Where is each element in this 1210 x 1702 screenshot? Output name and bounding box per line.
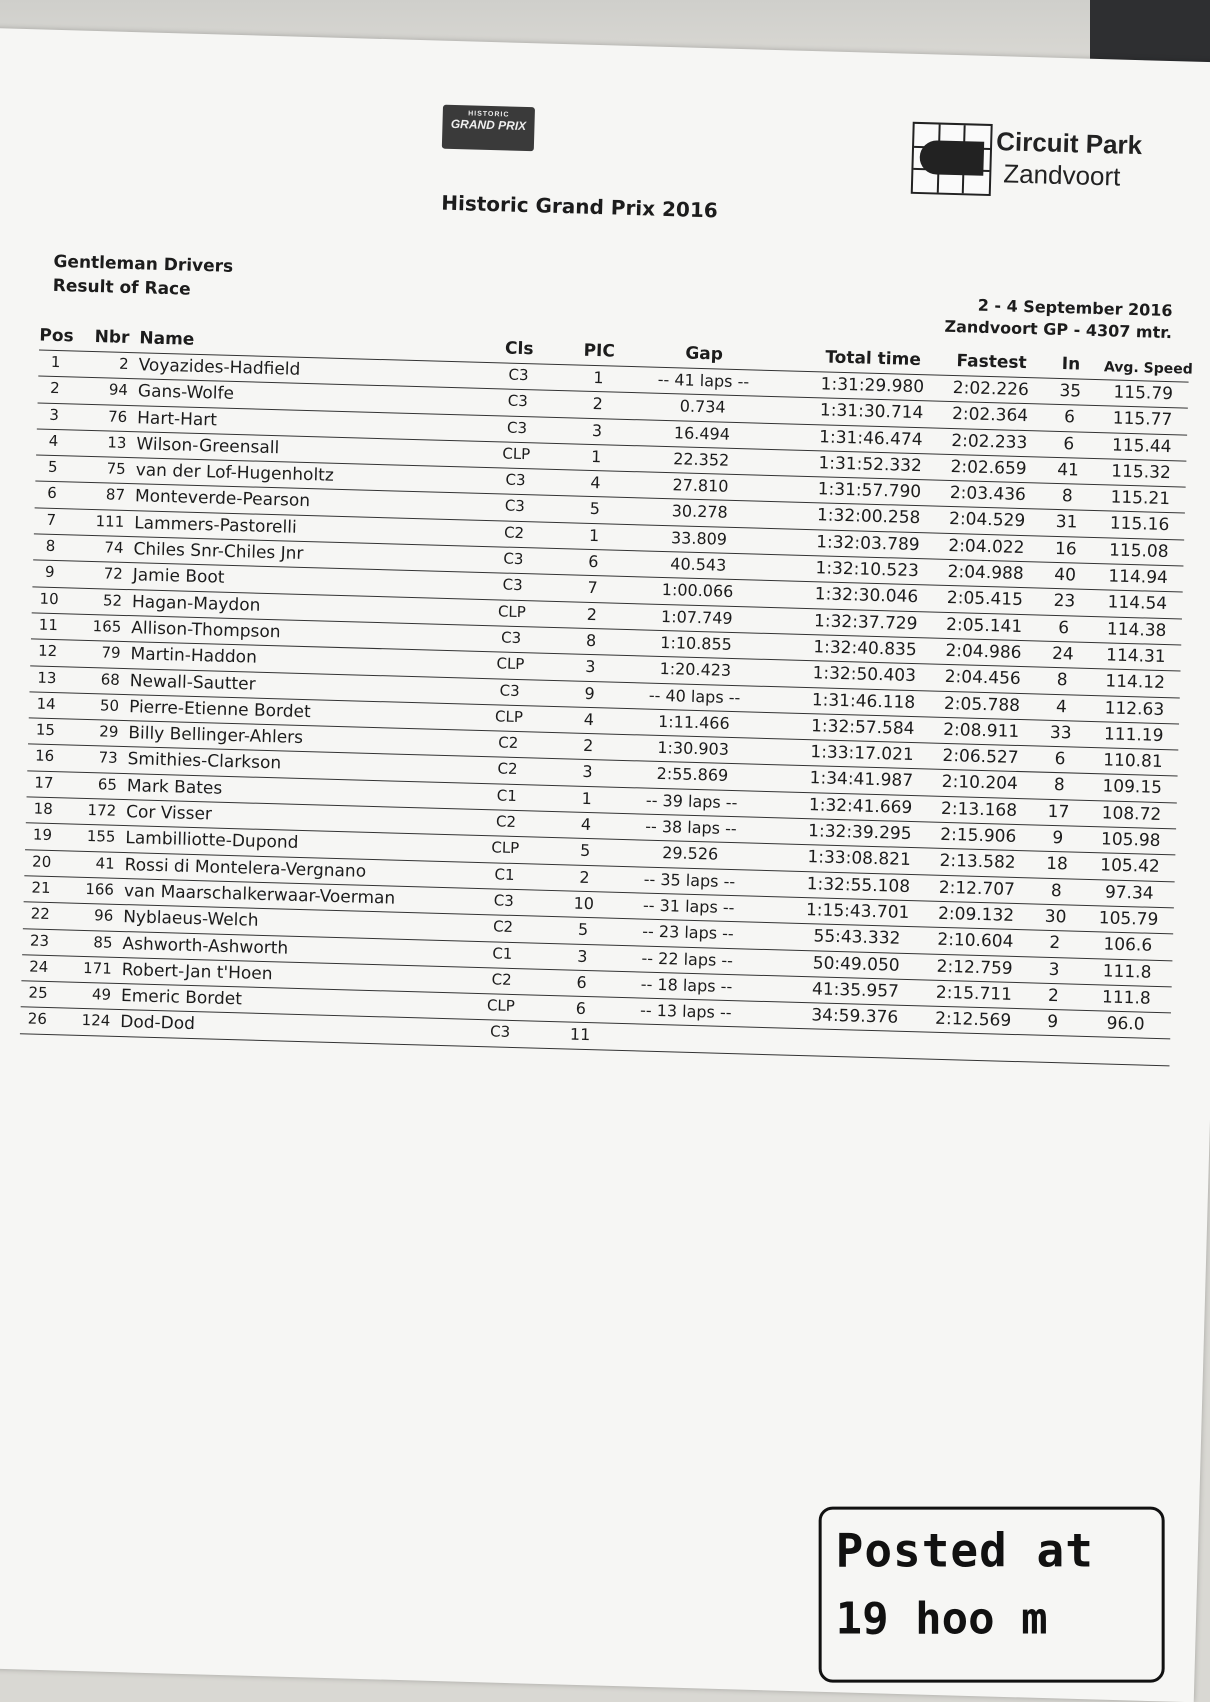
cell-speed: 105.42 bbox=[1100, 855, 1161, 878]
cell-speed bbox=[1085, 1039, 1165, 1041]
cell-speed: 115.08 bbox=[1108, 540, 1169, 562]
cell-cls: C2 bbox=[503, 523, 525, 542]
cell-total: 1:31:52.332 bbox=[818, 453, 923, 477]
cell-fastest: 2:04.986 bbox=[945, 640, 1022, 664]
cell-nbr: 72 bbox=[103, 564, 124, 584]
header-avg-speed: Avg. Speed bbox=[1103, 359, 1193, 378]
cell-pos: 18 bbox=[33, 799, 54, 819]
cell-total: 1:34:41.987 bbox=[809, 768, 914, 792]
cell-name: Ashworth-Ashworth bbox=[122, 933, 289, 959]
cell-name: Hart-Hart bbox=[136, 407, 218, 431]
cell-in: 23 bbox=[1053, 591, 1076, 612]
cell-total: 1:31:46.474 bbox=[818, 426, 923, 450]
cell-name: Wilson-Greensall bbox=[136, 434, 280, 459]
cell-pic: 2 bbox=[592, 394, 604, 414]
cell-cls: C2 bbox=[491, 970, 512, 989]
historic-grand-prix-logo bbox=[442, 105, 535, 152]
cell-gap: 1:07.749 bbox=[660, 606, 733, 628]
cell-pos: 17 bbox=[34, 773, 54, 792]
logo-zandvoort: Zandvoort bbox=[1002, 158, 1121, 192]
cell-in: 9 bbox=[1052, 828, 1064, 849]
cell-name: Gans-Wolfe bbox=[137, 381, 235, 405]
cell-cls: C2 bbox=[495, 812, 517, 832]
cell-cls: CLP bbox=[497, 602, 527, 621]
cell-speed: 115.44 bbox=[1111, 435, 1172, 457]
cell-cls: CLP bbox=[491, 838, 520, 858]
cell-total: 1:31:29.980 bbox=[820, 374, 925, 398]
cell-pos: 7 bbox=[46, 510, 57, 529]
cell-in: 6 bbox=[1063, 433, 1075, 455]
cell-pic: 5 bbox=[579, 841, 591, 861]
cell-total: 1:31:30.714 bbox=[819, 400, 924, 424]
cell-fastest: 2:04.456 bbox=[944, 667, 1022, 690]
cell-name: van Maarschalkerwaar-Voerman bbox=[123, 881, 396, 909]
cell-nbr: 166 bbox=[85, 879, 115, 899]
cell-pic: 6 bbox=[576, 972, 587, 992]
cell-speed: 105.79 bbox=[1098, 908, 1159, 930]
header-total-time: Total time bbox=[825, 347, 922, 371]
cell-fastest: 2:02.226 bbox=[952, 378, 1030, 401]
cell-name: Billy Bellinger-Ahlers bbox=[128, 723, 304, 749]
cell-name: Hagan-Maydon bbox=[131, 591, 261, 616]
cell-pos: 22 bbox=[30, 904, 51, 924]
cell-speed: 97.34 bbox=[1104, 882, 1154, 904]
cell-total: 1:32:57.584 bbox=[810, 716, 915, 739]
cell-nbr: 165 bbox=[92, 617, 122, 636]
cell-fastest: 2:06.527 bbox=[942, 746, 1019, 769]
cell-fastest: 2:08.911 bbox=[942, 719, 1020, 742]
cell-pic: 3 bbox=[591, 420, 603, 440]
cell-name: Lambilliotte-Dupond bbox=[125, 828, 299, 854]
cell-total: 41:35.957 bbox=[811, 979, 900, 1002]
cell-pic: 9 bbox=[584, 683, 596, 703]
cell-fastest: 2:02.659 bbox=[950, 456, 1027, 480]
results-sheet bbox=[0, 28, 1210, 1702]
cell-in: 24 bbox=[1051, 643, 1075, 665]
cell-name: Martin-Haddon bbox=[130, 644, 258, 668]
cell-pic: 1 bbox=[590, 446, 602, 467]
cell-speed: 111.8 bbox=[1102, 960, 1152, 983]
results-table bbox=[20, 322, 1193, 1067]
cell-fastest: 2:09.132 bbox=[937, 903, 1015, 926]
cell-pic: 7 bbox=[587, 578, 598, 598]
cell-speed: 112.63 bbox=[1104, 697, 1165, 720]
header-in: In bbox=[1061, 354, 1081, 375]
cell-total: 1:32:55.108 bbox=[806, 873, 911, 897]
cell-speed: 115.21 bbox=[1110, 487, 1171, 510]
cell-cls: CLP bbox=[486, 996, 516, 1016]
cell-in: 8 bbox=[1056, 670, 1068, 691]
cell-nbr: 2 bbox=[118, 354, 129, 373]
cell-nbr: 76 bbox=[107, 407, 128, 426]
cell-gap: -- 13 laps -- bbox=[639, 1000, 732, 1023]
cell-total bbox=[790, 1031, 918, 1035]
cell-in: 17 bbox=[1047, 801, 1070, 823]
posted-at-stamp bbox=[819, 1507, 1165, 1683]
cell-fastest: 2:12.759 bbox=[936, 956, 1013, 979]
cell-in: 9 bbox=[1046, 1012, 1059, 1033]
cell-nbr: 155 bbox=[86, 827, 116, 847]
cell-name: van der Lof-Hugenholtz bbox=[135, 460, 335, 486]
cell-pic: 11 bbox=[569, 1025, 591, 1045]
session-title: Result of Race bbox=[52, 275, 191, 300]
cell-cls: C3 bbox=[499, 681, 520, 700]
cell-pic: 3 bbox=[582, 762, 593, 782]
cell-cls: C3 bbox=[502, 575, 523, 595]
cell-pos: 26 bbox=[27, 1009, 48, 1029]
cell-in: 8 bbox=[1061, 486, 1074, 507]
header-fastest: Fastest bbox=[956, 351, 1027, 374]
cell-speed: 115.16 bbox=[1109, 513, 1170, 536]
cell-speed: 111.19 bbox=[1103, 724, 1164, 746]
cell-gap: -- 41 laps -- bbox=[657, 369, 750, 392]
cell-nbr: 74 bbox=[104, 538, 124, 558]
cell-pic: 3 bbox=[576, 946, 588, 966]
cell-gap: -- 40 laps -- bbox=[648, 685, 741, 707]
cell-in: 41 bbox=[1056, 459, 1080, 481]
cell-cls: C3 bbox=[493, 891, 515, 910]
cell-fastest: 2:15.711 bbox=[935, 982, 1013, 1005]
cell-gap: -- 18 laps -- bbox=[640, 974, 733, 996]
cell-pos: 8 bbox=[45, 536, 56, 556]
cell-name: Voyazides-Hadfield bbox=[138, 355, 301, 380]
cell-nbr: 50 bbox=[99, 696, 120, 715]
logo-top-text: HISTORIC bbox=[468, 110, 510, 119]
cell-total: 1:32:39.295 bbox=[807, 821, 912, 845]
cell-pos: 16 bbox=[34, 747, 55, 766]
cell-in: 40 bbox=[1054, 565, 1077, 586]
stamp-label: Posted at bbox=[835, 1523, 1094, 1578]
cell-pic: 8 bbox=[585, 630, 597, 651]
cell-gap bbox=[610, 1026, 760, 1030]
cell-pos: 11 bbox=[38, 615, 59, 635]
cell-pic: 5 bbox=[589, 499, 601, 519]
cell-total: 1:15:43.701 bbox=[805, 900, 910, 923]
cell-fastest: 2:05.141 bbox=[945, 614, 1023, 637]
cell-pic: 2 bbox=[579, 867, 590, 887]
cell-pos: 6 bbox=[46, 484, 58, 503]
header-gap: Gap bbox=[685, 343, 724, 365]
table-body bbox=[20, 349, 1193, 1066]
cell-gap: 1:00.066 bbox=[661, 580, 734, 602]
cell-fastest: 2:05.415 bbox=[946, 588, 1024, 611]
cell-fastest: 2:04.022 bbox=[948, 535, 1025, 558]
cell-gap: 16.494 bbox=[673, 422, 731, 444]
cell-pos: 15 bbox=[35, 720, 56, 740]
cell-nbr: 65 bbox=[97, 775, 118, 794]
cell-pos: 10 bbox=[39, 589, 59, 608]
cell-cls: C3 bbox=[500, 628, 522, 648]
cell-speed: 110.81 bbox=[1102, 750, 1163, 773]
cell-total: 1:32:10.523 bbox=[815, 558, 920, 582]
category-title: Gentleman Drivers bbox=[53, 251, 234, 277]
cell-cls: C3 bbox=[507, 391, 529, 411]
cell-name: Chiles Snr-Chiles Jnr bbox=[133, 539, 304, 565]
cell-speed: 114.38 bbox=[1106, 619, 1167, 641]
cell-name: Mark Bates bbox=[126, 775, 223, 799]
cell-pic: 4 bbox=[583, 709, 595, 729]
cell-pos: 21 bbox=[31, 878, 51, 897]
cell-gap: 33.809 bbox=[670, 527, 728, 549]
cell-pic: 6 bbox=[587, 551, 599, 572]
cell-nbr: 29 bbox=[99, 722, 119, 742]
cell-speed: 114.54 bbox=[1107, 592, 1168, 615]
cell-gap: -- 23 laps -- bbox=[642, 921, 734, 944]
event-date: 2 - 4 September 2016 bbox=[977, 295, 1173, 321]
cell-speed: 114.12 bbox=[1105, 671, 1166, 694]
cell-speed: 106.6 bbox=[1103, 934, 1153, 957]
cell-pic: 6 bbox=[575, 998, 587, 1019]
cell-pos: 2 bbox=[49, 379, 60, 398]
cell-fastest: 2:04.529 bbox=[948, 509, 1026, 532]
cell-gap: 1:20.423 bbox=[659, 659, 732, 681]
cell-nbr: 85 bbox=[93, 932, 113, 952]
cell-fastest: 2:15.906 bbox=[940, 824, 1017, 848]
cell-speed: 115.79 bbox=[1113, 382, 1174, 405]
cell-gap: 1:11.466 bbox=[657, 711, 730, 733]
cell-cls: C2 bbox=[497, 759, 518, 779]
cell-cls: CLP bbox=[496, 654, 525, 674]
cell-in: 6 bbox=[1063, 407, 1076, 428]
cell-nbr: 172 bbox=[87, 801, 117, 820]
cell-gap: 27.810 bbox=[672, 475, 729, 496]
cell-pic: 1 bbox=[588, 525, 600, 545]
cell-fastest: 2:12.707 bbox=[938, 877, 1016, 900]
cell-name: Emeric Bordet bbox=[120, 986, 243, 1010]
cell-total: 1:33:08.821 bbox=[807, 847, 912, 871]
cell-gap: -- 39 laps -- bbox=[645, 790, 738, 812]
cell-nbr: 96 bbox=[93, 906, 114, 926]
cell-cls: C2 bbox=[497, 733, 519, 753]
cell-fastest: 2:04.988 bbox=[947, 562, 1024, 585]
cell-pos: 4 bbox=[48, 431, 59, 450]
event-venue: Zandvoort GP - 4307 mtr. bbox=[944, 316, 1173, 343]
cell-pos: 19 bbox=[32, 825, 53, 845]
cell-in bbox=[1030, 1038, 1074, 1039]
cell-fastest: 2:03.436 bbox=[949, 483, 1027, 506]
cell-pos: 12 bbox=[37, 641, 58, 661]
cell-speed: 109.15 bbox=[1102, 776, 1163, 799]
cell-total: 34:59.376 bbox=[811, 1005, 899, 1028]
header-name: Name bbox=[139, 328, 195, 350]
cell-name: Allison-Thompson bbox=[131, 618, 281, 643]
cell-cls: C3 bbox=[489, 1022, 511, 1042]
cell-cls: C1 bbox=[494, 865, 515, 884]
cell-pos: 1 bbox=[50, 352, 61, 372]
cell-nbr: 87 bbox=[105, 485, 126, 505]
cell-in: 3 bbox=[1048, 959, 1060, 980]
cell-speed: 96.0 bbox=[1106, 1013, 1145, 1035]
cell-name: Nyblaeus-Welch bbox=[122, 907, 259, 932]
header-nbr: Nbr bbox=[94, 327, 130, 349]
cell-cls: C3 bbox=[506, 418, 528, 437]
cell-nbr: 94 bbox=[108, 380, 129, 400]
cell-pos: 24 bbox=[29, 957, 49, 976]
cell-cls: C1 bbox=[496, 786, 518, 805]
cell-pic: 4 bbox=[590, 473, 601, 493]
cell-fastest: 2:10.204 bbox=[941, 772, 1019, 795]
cell-fastest: 2:05.788 bbox=[943, 693, 1021, 716]
cell-total: 1:32:30.046 bbox=[814, 584, 919, 608]
cell-gap: 40.543 bbox=[670, 554, 727, 575]
cell-nbr: 49 bbox=[91, 985, 112, 1004]
header-cls: Cls bbox=[504, 338, 534, 360]
cell-name: Dod-Dod bbox=[120, 1012, 196, 1035]
cell-gap: 1:10.855 bbox=[660, 632, 733, 654]
cell-total: 1:32:41.669 bbox=[808, 794, 913, 818]
cell-pos: 25 bbox=[28, 983, 48, 1003]
circuit-park-zandvoort-logo bbox=[911, 122, 1173, 209]
cell-in: 33 bbox=[1049, 722, 1072, 744]
cell-cls: C3 bbox=[504, 497, 526, 516]
cell-in: 18 bbox=[1045, 854, 1069, 875]
cell-cls: C3 bbox=[508, 365, 529, 385]
logo-main-text: GRAND PRIX bbox=[450, 116, 527, 134]
cell-nbr: 68 bbox=[100, 669, 121, 689]
cell-nbr: 41 bbox=[95, 853, 115, 873]
cell-pic: 3 bbox=[585, 657, 596, 677]
cell-name: Pierre-Etienne Bordet bbox=[128, 697, 311, 723]
cell-nbr: 13 bbox=[107, 433, 127, 452]
cell-fastest: 2:02.364 bbox=[951, 404, 1029, 427]
cell-cls: C2 bbox=[492, 917, 514, 937]
cell-speed: 114.31 bbox=[1105, 645, 1166, 668]
event-title: Historic Grand Prix 2016 bbox=[440, 190, 719, 223]
cell-gap: 30.278 bbox=[671, 501, 729, 523]
cell-pos: 5 bbox=[47, 457, 58, 477]
cell-name: Rossi di Montelera-Vergnano bbox=[124, 854, 367, 882]
cell-nbr: 52 bbox=[102, 591, 123, 610]
cell-in: 31 bbox=[1055, 512, 1078, 534]
cell-pic: 2 bbox=[586, 604, 598, 624]
cell-gap: -- 38 laps -- bbox=[644, 816, 737, 839]
header-pos: Pos bbox=[39, 325, 74, 347]
cell-total: 1:31:57.790 bbox=[817, 479, 922, 503]
circuit-swoosh-icon bbox=[919, 140, 984, 176]
cell-gap: -- 35 laps -- bbox=[643, 869, 736, 891]
cell-gap: 29.526 bbox=[661, 843, 719, 864]
cell-pos: 13 bbox=[37, 668, 57, 687]
cell-cls: C3 bbox=[505, 470, 526, 490]
cell-total: 1:32:03.789 bbox=[815, 532, 920, 555]
cell-fastest: 2:13.168 bbox=[940, 798, 1018, 821]
cell-in: 6 bbox=[1057, 617, 1070, 639]
cell-nbr: 73 bbox=[98, 748, 118, 768]
cell-pos: 20 bbox=[31, 852, 52, 871]
cell-total: 1:32:37.729 bbox=[813, 610, 918, 634]
cell-nbr: 171 bbox=[82, 958, 113, 978]
cell-in: 2 bbox=[1049, 933, 1061, 954]
cell-name: Robert-Jan t'Hoen bbox=[121, 959, 273, 985]
stamp-time-handwritten: 19 hoo m bbox=[835, 1593, 1048, 1645]
cell-pos: 3 bbox=[49, 405, 60, 424]
cell-gap: 0.734 bbox=[679, 396, 726, 417]
cell-in: 4 bbox=[1055, 696, 1068, 717]
cell-speed: 108.72 bbox=[1101, 803, 1162, 825]
cell-gap: 1:30.903 bbox=[657, 738, 730, 760]
cell-in: 30 bbox=[1044, 906, 1067, 928]
cell-fastest: 2:13.582 bbox=[939, 851, 1016, 874]
cell-speed: 114.94 bbox=[1108, 566, 1169, 589]
cell-cls: C3 bbox=[503, 549, 524, 569]
cell-pos: 9 bbox=[44, 563, 55, 582]
cell-gap: -- 22 laps -- bbox=[641, 948, 734, 970]
cell-name: Cor Visser bbox=[125, 802, 213, 825]
cell-cls: C1 bbox=[492, 943, 513, 963]
logo-circuit-park: Circuit Park bbox=[995, 126, 1143, 161]
cell-name: Jamie Boot bbox=[132, 565, 225, 589]
cell-speed: 115.32 bbox=[1111, 461, 1172, 484]
cell-pos: 14 bbox=[36, 694, 56, 713]
cell-in: 6 bbox=[1054, 749, 1066, 770]
cell-speed: 111.8 bbox=[1101, 987, 1151, 1009]
cell-gap: 2:55.869 bbox=[656, 764, 729, 786]
cell-pic: 1 bbox=[593, 367, 604, 388]
cell-in: 8 bbox=[1050, 880, 1063, 901]
cell-name: Lammers-Pastorelli bbox=[133, 513, 297, 538]
cell-pic: 4 bbox=[580, 814, 592, 835]
cell-fastest: 2:02.233 bbox=[951, 430, 1028, 453]
cell-fastest bbox=[925, 1035, 1020, 1038]
cell-nbr: 111 bbox=[95, 511, 125, 531]
cell-total: 1:31:46.118 bbox=[811, 689, 916, 713]
cell-gap: 22.352 bbox=[672, 449, 730, 470]
cell-pos: 23 bbox=[29, 931, 50, 950]
cell-in: 16 bbox=[1054, 538, 1077, 560]
cell-in: 2 bbox=[1047, 985, 1060, 1007]
cell-cls: CLP bbox=[494, 707, 524, 727]
cell-cls: CLP bbox=[502, 444, 531, 464]
cell-pic: 5 bbox=[577, 920, 589, 940]
cell-pic: 2 bbox=[582, 736, 594, 756]
cell-nbr: 79 bbox=[101, 643, 121, 663]
cell-total: 1:32:40.835 bbox=[813, 637, 917, 661]
cell-in: 35 bbox=[1059, 381, 1082, 402]
cell-fastest: 2:10.604 bbox=[937, 930, 1014, 953]
cell-gap: -- 31 laps -- bbox=[642, 895, 735, 918]
cell-total: 1:32:00.258 bbox=[816, 505, 921, 529]
header-pic: PIC bbox=[583, 340, 616, 362]
cell-speed: 115.77 bbox=[1112, 408, 1173, 431]
cell-total: 55:43.332 bbox=[813, 926, 901, 950]
cell-total: 1:32:50.403 bbox=[812, 663, 917, 687]
cell-total: 50:49.050 bbox=[812, 952, 900, 976]
cell-name: Monteverde-Pearson bbox=[134, 486, 311, 512]
cell-total: 1:33:17.021 bbox=[810, 742, 915, 766]
cell-pic: 1 bbox=[581, 788, 593, 808]
cell-name: Smithies-Clarkson bbox=[127, 749, 282, 774]
cell-speed: 105.98 bbox=[1100, 829, 1161, 852]
cell-name: Newall-Sautter bbox=[129, 670, 256, 695]
cell-fastest: 2:12.569 bbox=[934, 1008, 1012, 1032]
cell-pic: 10 bbox=[573, 893, 595, 914]
cell-nbr: 124 bbox=[81, 1011, 111, 1031]
cell-in: 8 bbox=[1053, 775, 1065, 796]
cell-nbr: 75 bbox=[106, 459, 126, 479]
